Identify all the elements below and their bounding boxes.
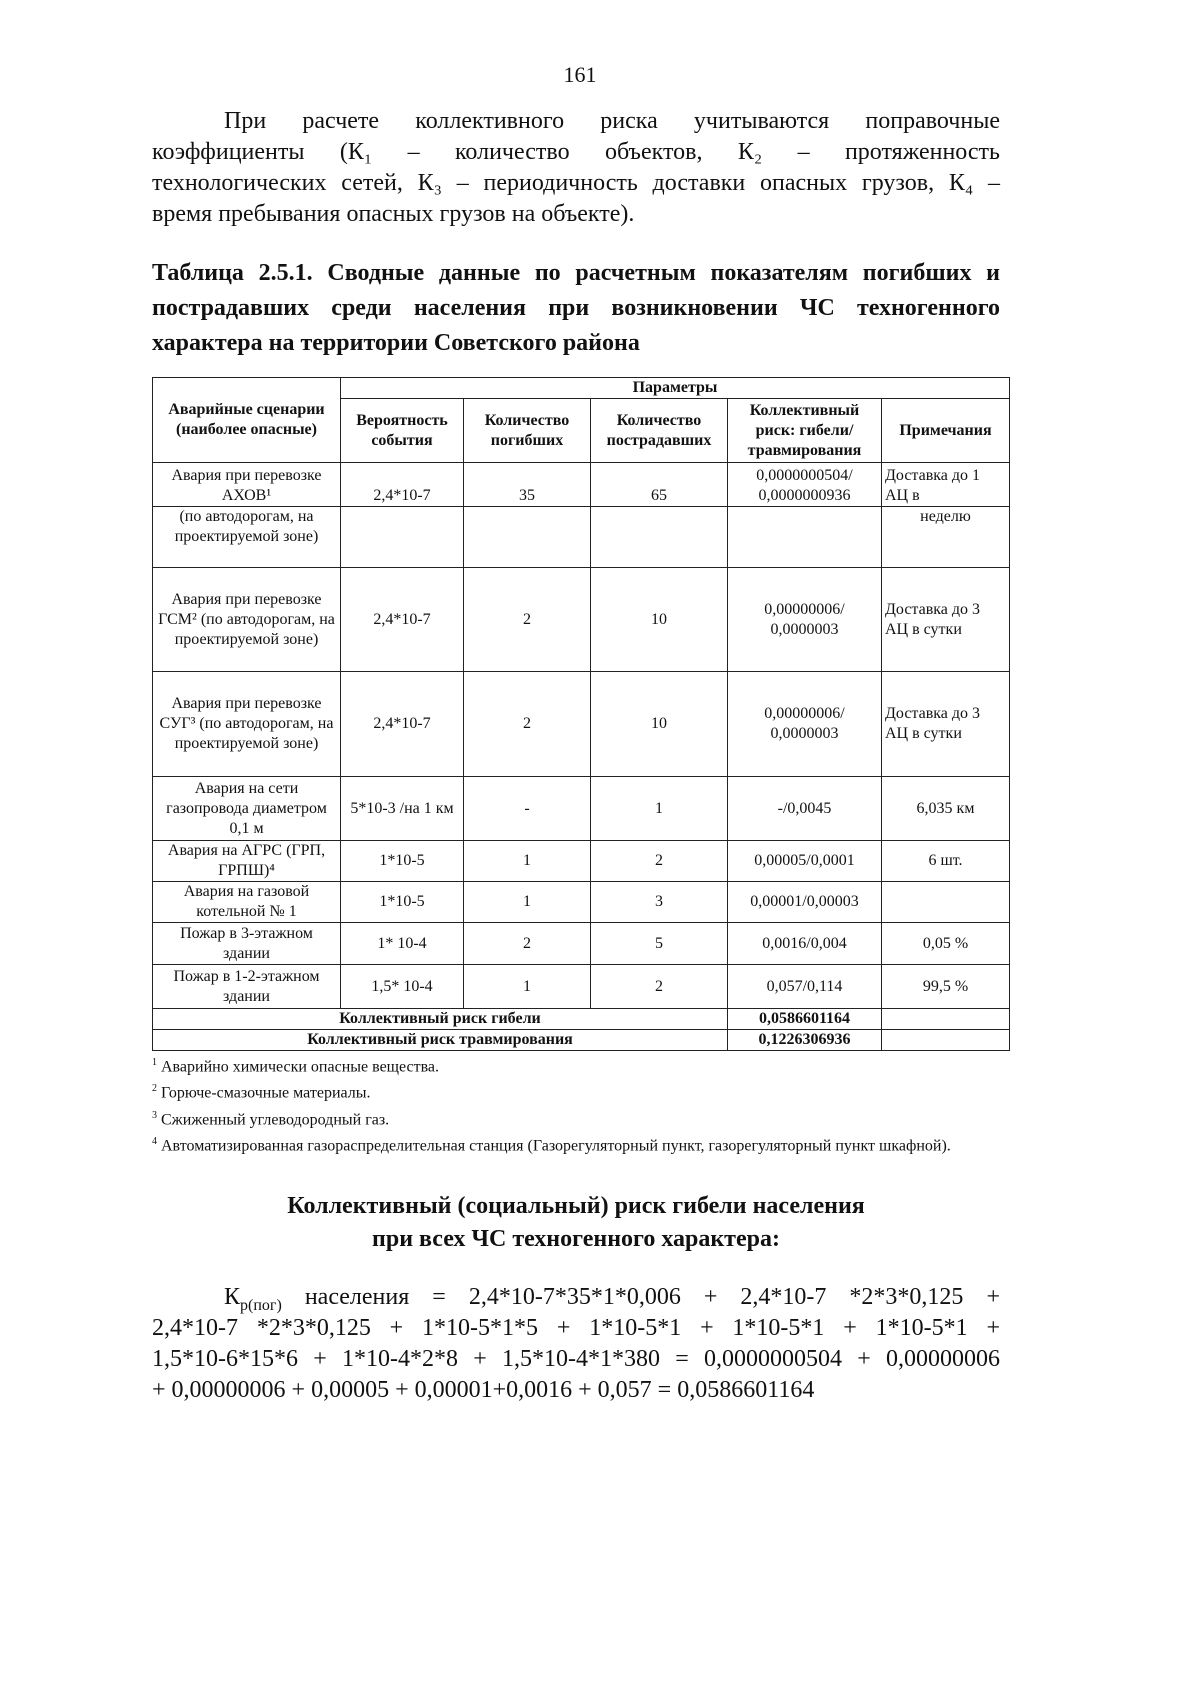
deaths-cell: 35 [464,463,591,507]
risk-cell: 0,00000006/ 0,0000003 [728,672,882,777]
scenario-cell: Пожар в 1-2-этажном здании [153,965,341,1009]
total-value: 0,1226306936 [728,1030,882,1051]
footnote [152,1078,1007,1104]
footnote-mark: 4 [152,1135,157,1147]
injured-cell: 2 [591,965,728,1009]
injured-cell: 10 [591,672,728,777]
note-cell: Доставка до 1 АЦ в [882,463,1010,507]
deaths-cell: 2 [464,568,591,672]
scenario-cell: Авария на газовой котельной № 1 [153,882,341,923]
intro-line: При расчете коллективного риска учитываются поправочные [224,108,1000,134]
section-title-line: при всех ЧС техногенного характера: [372,1226,780,1252]
risk-cell: 0,00001/0,00003 [728,882,882,923]
note-cell: 6 шт. [882,841,1010,882]
empty-cell [882,1009,1010,1030]
table-row [153,672,1010,777]
footnote-mark: 1 [152,1057,157,1068]
total-value: 0,0586601164 [728,1009,882,1030]
table-row [153,923,1010,965]
note-cell: неделю [882,507,1010,568]
note-cell: Доставка до 3 АЦ в сутки [882,672,1010,777]
header-scenarios: Аварийные сценарии (наиболее опасные) [153,378,341,463]
total-label: Коллективный риск травмирования [153,1030,728,1051]
header-notes: Примечания [882,399,1010,463]
footnote-text: Аварийно химически опасные вещества. [161,1058,440,1076]
intro-line: коэффициенты (К₁ – количество объектов, К₂ – протяженность [152,139,1000,165]
table-title-line: пострадавших среди населения при возникновении ЧС техногенного [152,295,1000,321]
table-row [153,568,1010,672]
table-title-line: характера на территории Советского района [152,330,640,356]
footnote-text: Горюче-смазочные материалы. [161,1084,371,1102]
section-title [152,1190,1000,1256]
risk-cell [728,507,882,568]
injured-cell: 65 [591,463,728,507]
footnote-mark: 3 [152,1109,157,1121]
total-label: Коллективный риск гибели [153,1009,728,1030]
intro-paragraph [152,106,1000,230]
scenario-cell: (по автодорогам, на проектируемой зоне) [153,507,341,568]
deaths-cell: - [464,777,591,841]
header-deaths: Количество погибших [464,399,591,463]
probability-cell: 2,4*10-7 [341,463,464,507]
header-parameters: Параметры [341,378,1010,399]
formula-line: 1,5*10-6*15*6 + 1*10-4*2*8 + 1,5*10-4*1*380 = 0,0000000504 + 0,00000006 [152,1346,1000,1372]
note-cell: Доставка до 3 АЦ в сутки [882,568,1010,672]
note-cell: 99,5 % [882,965,1010,1009]
injured-cell: 10 [591,568,728,672]
footnote-text: Автоматизированная газораспределительная станция (Газорегуляторный пункт, газорегуляторный пункт шкафной). [161,1137,951,1155]
table-row [153,841,1010,882]
risk-cell: 0,0016/0,004 [728,923,882,965]
formula-line [152,1282,1000,1313]
injured-cell: 5 [591,923,728,965]
injured-cell: 2 [591,841,728,882]
probability-cell: 1*10-5 [341,882,464,923]
header-injured: Количество пострадавших [591,399,728,463]
scenario-cell: Авария на сети газопровода диаметром 0,1 м [153,777,341,841]
scenario-cell: Авария при перевозке АХОВ¹ [153,463,341,507]
page-number: 161 [563,62,597,87]
intro-line: технологических сетей, К₃ – периодичность доставки опасных грузов, К₄ – [152,170,1000,196]
risk-cell: 0,00005/0,0001 [728,841,882,882]
formula-line: + 0,00000006 + 0,00005 + 0,00001+0,0016 + 0,057 = 0,0586601164 [152,1377,815,1403]
probability-cell: 5*10-3 /на 1 км [341,777,464,841]
deaths-cell: 1 [464,882,591,923]
formula-text: населения = 2,4*10-7*35*1*0,006 + 2,4*10-7 *2*3*0,125 + [281,1284,1000,1310]
risk-cell: 0,057/0,114 [728,965,882,1009]
deaths-cell: 2 [464,923,591,965]
risk-cell: 0,0000000504/ 0,0000000936 [728,463,882,507]
probability-cell: 1,5* 10-4 [341,965,464,1009]
intro-line: время пребывания опасных грузов на объекте). [152,201,635,227]
table-title [152,256,1000,361]
table-title-line: Таблица 2.5.1. Сводные данные по расчетным показателям погибших и [152,260,1000,286]
injured-cell [591,507,728,568]
scenario-cell: Авария при перевозке СУГ³ (по автодорогам, на проектируемой зоне) [153,672,341,777]
formula-subscript: р(пог) [240,1296,282,1314]
scenario-cell: Авария при перевозке ГСМ² (по автодорогам, на проектируемой зоне) [153,568,341,672]
table-row [153,882,1010,923]
totals-row [153,1030,1010,1051]
injured-cell: 1 [591,777,728,841]
risk-cell: 0,00000006/ 0,0000003 [728,568,882,672]
scenario-cell: Авария на АГРС (ГРП, ГРПШ)⁴ [153,841,341,882]
risk-formula [152,1282,1000,1406]
probability-cell: 1*10-5 [341,841,464,882]
note-cell [882,882,1010,923]
deaths-cell: 1 [464,965,591,1009]
note-cell: 0,05 % [882,923,1010,965]
empty-cell [882,1030,1010,1051]
table-row [153,777,1010,841]
footnote [152,1052,1007,1078]
footnotes [152,1052,1007,1157]
footnote-text: Сжиженный углеводородный газ. [161,1110,390,1128]
note-cell: 6,035 км [882,777,1010,841]
header-probability: Вероятность события [341,399,464,463]
table-row [153,507,1010,568]
probability-cell: 2,4*10-7 [341,568,464,672]
formula-symbol: К [224,1284,241,1310]
footnote-mark: 2 [152,1083,157,1095]
section-title-line: Коллективный (социальный) риск гибели населения [287,1193,865,1219]
deaths-cell: 1 [464,841,591,882]
footnote [152,1131,1007,1157]
probability-cell: 1* 10-4 [341,923,464,965]
probability-cell [341,507,464,568]
probability-cell: 2,4*10-7 [341,672,464,777]
header-collective-risk: Коллективный риск: гибели/ травмирования [728,399,882,463]
formula-line: 2,4*10-7 *2*3*0,125 + 1*10-5*1*5 + 1*10-5*1 + 1*10-5*1 + 1*10-5*1 + [152,1315,1000,1341]
risk-table [152,377,1010,1051]
deaths-cell [464,507,591,568]
table-row [153,965,1010,1009]
scenario-cell: Пожар в 3-этажном здании [153,923,341,965]
deaths-cell: 2 [464,672,591,777]
injured-cell: 3 [591,882,728,923]
table-row [153,463,1010,507]
footnote [152,1105,1007,1131]
totals-row [153,1009,1010,1030]
risk-cell: -/0,0045 [728,777,882,841]
